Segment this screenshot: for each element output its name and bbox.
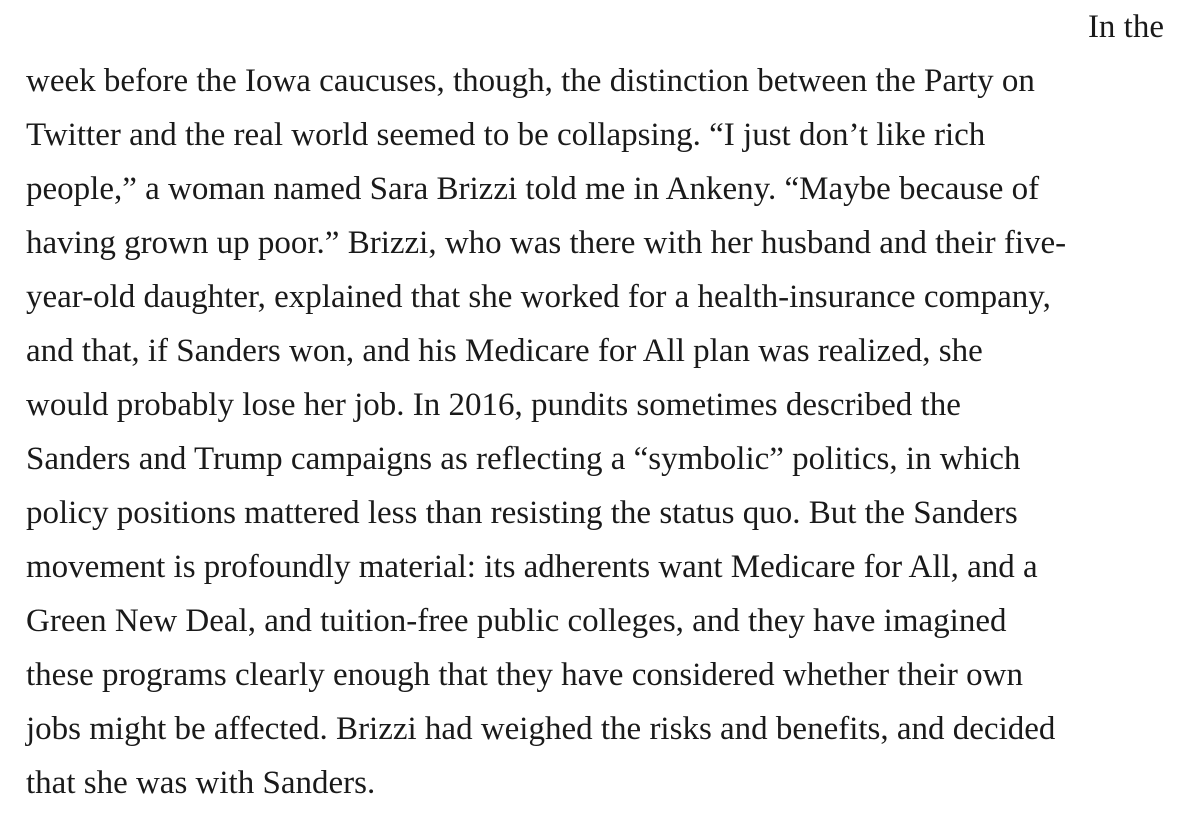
paragraph-line: Sanders and Trump campaigns as reflecting a “symbolic” politics, in which [26,441,1021,477]
paragraph-line: and that, if Sanders won, and his Medicare for All plan was realized, she [26,333,983,369]
paragraph-line: week before the Iowa caucuses, though, the distinction between the Party on [26,63,1035,99]
paragraph-line: In the [1087,9,1164,45]
paragraph-line: people,” a woman named Sara Brizzi told me in Ankeny. “Maybe because of [26,171,1040,207]
paragraph-line: would probably lose her job. In 2016, pundits sometimes described the [26,387,961,423]
paragraph-line: jobs might be affected. Brizzi had weighed the risks and benefits, and decided [26,711,1056,747]
paragraph-line: movement is profoundly material: its adherents want Medicare for All, and a [26,549,1038,585]
paragraph-line: these programs clearly enough that they have considered whether their own [26,657,1023,693]
article-text-block [26,0,1176,833]
paragraph-line: year-old daughter, explained that she worked for a health-insurance company, [26,279,1051,315]
paragraph-line: Twitter and the real world seemed to be collapsing. “I just don’t like rich [26,117,986,153]
paragraph-line: having grown up poor.” Brizzi, who was there with her husband and their five- [26,225,1067,261]
paragraph-line: policy positions mattered less than resisting the status quo. But the Sanders [26,495,1018,531]
paragraph-line: that she was with Sanders. [26,765,376,801]
paragraph-line: Green New Deal, and tuition-free public colleges, and they have imagined [26,603,1007,639]
